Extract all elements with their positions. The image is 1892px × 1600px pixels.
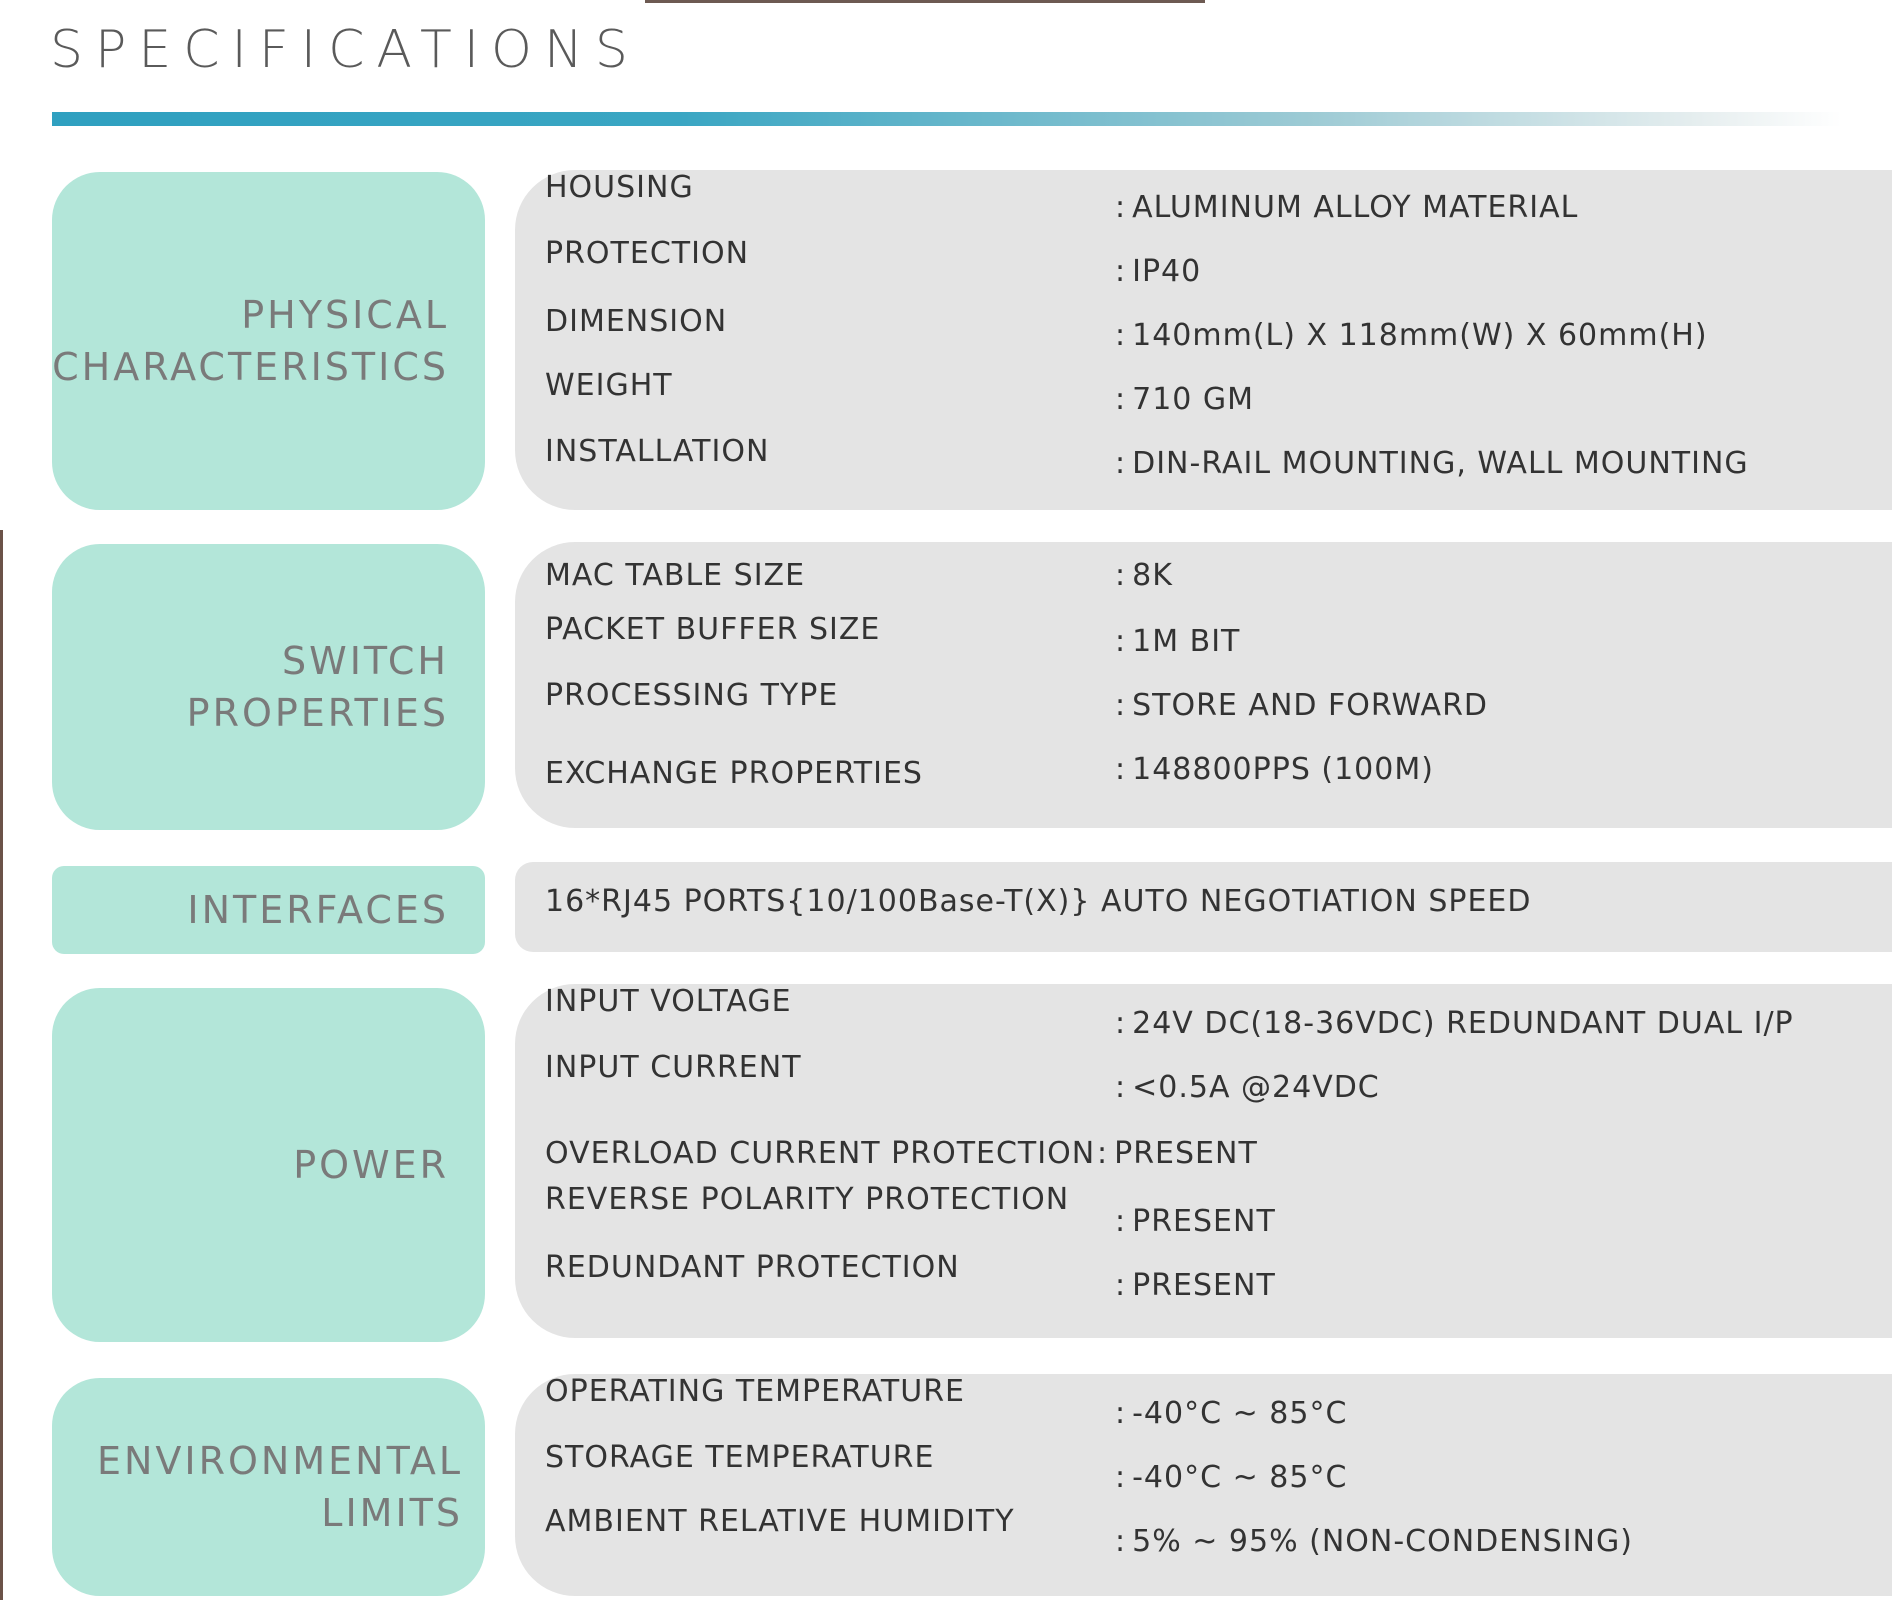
section-body-interfaces (515, 862, 1892, 952)
spec-value-text: 8K (1132, 558, 1173, 593)
spec-property-dimension: DIMENSION (545, 304, 728, 339)
title-underline (52, 112, 1842, 126)
section-label-line: LIMITS (321, 1491, 463, 1535)
spec-value-operating-temperature: : -40°C ~ 85°C (1115, 1396, 1348, 1431)
spec-property-protection: PROTECTION (545, 236, 750, 271)
section-body-environmental-limits (515, 1374, 1892, 1596)
section-label-line: ENVIRONMENTAL (96, 1439, 463, 1483)
spec-value-packet-buffer-size: : 1M BIT (1115, 624, 1241, 659)
spec-property-processing-type: PROCESSING TYPE (545, 678, 839, 713)
spec-value-text: ALUMINUM ALLOY MATERIAL (1132, 190, 1579, 225)
section-label-interfaces (52, 866, 485, 954)
spec-value-text: 140mm(L) X 118mm(W) X 60mm(H) (1132, 318, 1708, 353)
spec-value-text: 24V DC(18-36VDC) REDUNDANT DUAL I/P (1132, 1006, 1794, 1041)
spec-value-dimension: : 140mm(L) X 118mm(W) X 60mm(H) (1115, 318, 1708, 353)
spec-value-text: -40°C ~ 85°C (1132, 1396, 1348, 1431)
section-label-physical-characteristics (52, 172, 485, 510)
section-label-line: SWITCH (282, 639, 449, 683)
section-label-line: PROPERTIES (186, 691, 449, 735)
spec-value-text: PRESENT (1132, 1268, 1276, 1303)
spec-property-overload-current-protection: OVERLOAD CURRENT PROTECTION (545, 1136, 1096, 1171)
section-body-switch-properties (515, 542, 1892, 828)
spec-value-reverse-polarity-protection: : PRESENT (1115, 1204, 1276, 1239)
section-body-physical-characteristics (515, 170, 1892, 510)
spec-property-input-voltage: INPUT VOLTAGE (545, 984, 792, 1019)
spec-value-input-voltage: : 24V DC(18-36VDC) REDUNDANT DUAL I/P (1115, 1006, 1794, 1041)
section-label-line: POWER (293, 1143, 449, 1187)
spec-value-text: -40°C ~ 85°C (1132, 1460, 1348, 1495)
spec-property-redundant-protection: REDUNDANT PROTECTION (545, 1250, 960, 1285)
spec-value-storage-temperature: : -40°C ~ 85°C (1115, 1460, 1348, 1495)
spec-value-overload-current-protection: : PRESENT (1097, 1136, 1258, 1171)
spec-value-exchange-properties: : 148800PPS (100M) (1115, 752, 1434, 787)
left-edge-line (0, 530, 3, 1600)
spec-value-text: 1M BIT (1132, 624, 1241, 659)
spec-property-housing: HOUSING (545, 170, 694, 205)
spec-value-text: PRESENT (1114, 1136, 1258, 1171)
spec-property-weight: WEIGHT (545, 368, 673, 403)
section-label-environmental-limits (52, 1378, 485, 1596)
section-label-power (52, 988, 485, 1342)
spec-property-input-current: INPUT CURRENT (545, 1050, 802, 1085)
spec-property-installation: INSTALLATION (545, 434, 770, 469)
section-label-line: INTERFACES (187, 888, 449, 932)
section-label-line: CHARACTERISTICS (52, 345, 449, 389)
spec-property-mac-table-size: MAC TABLE SIZE (545, 558, 806, 593)
spec-value-processing-type: : STORE AND FORWARD (1115, 688, 1489, 723)
spec-value-mac-table-size: : 8K (1115, 558, 1173, 593)
spec-property-packet-buffer-size: PACKET BUFFER SIZE (545, 612, 881, 647)
spec-property-storage-temperature: STORAGE TEMPERATURE (545, 1440, 935, 1475)
spec-interfaces-text: 16*RJ45 PORTS{10/100Base-T(X)} AUTO NEGOTIATION SPEED (545, 884, 1532, 919)
spec-value-text: <0.5A @24VDC (1132, 1070, 1380, 1105)
spec-value-text: 5% ~ 95% (NON-CONDENSING) (1132, 1524, 1633, 1559)
spec-property-exchange-properties: EXCHANGE PROPERTIES (545, 756, 923, 791)
top-decorative-line (645, 0, 1205, 3)
spec-value-text: PRESENT (1132, 1204, 1276, 1239)
section-label-line: PHYSICAL (241, 293, 449, 337)
spec-value-protection: : IP40 (1115, 254, 1202, 289)
spec-property-ambient-relative-humidity: AMBIENT RELATIVE HUMIDITY (545, 1504, 1015, 1539)
spec-value-text: IP40 (1132, 254, 1202, 289)
spec-value-text: 710 GM (1132, 382, 1255, 417)
spec-value-text: DIN-RAIL MOUNTING, WALL MOUNTING (1132, 446, 1749, 481)
spec-value-weight: : 710 GM (1115, 382, 1255, 417)
spec-value-redundant-protection: : PRESENT (1115, 1268, 1276, 1303)
spec-property-reverse-polarity-protection: REVERSE POLARITY PROTECTION (545, 1182, 1070, 1217)
spec-property-operating-temperature: OPERATING TEMPERATURE (545, 1374, 965, 1409)
spec-value-text: 148800PPS (100M) (1132, 752, 1434, 787)
section-body-power (515, 984, 1892, 1338)
section-label-switch-properties (52, 544, 485, 830)
spec-value-installation: : DIN-RAIL MOUNTING, WALL MOUNTING (1115, 446, 1749, 481)
page-title: SPECIFICATIONS (50, 20, 640, 80)
spec-value-input-current: : <0.5A @24VDC (1115, 1070, 1380, 1105)
spec-value-text: STORE AND FORWARD (1132, 688, 1489, 723)
spec-value-housing: : ALUMINUM ALLOY MATERIAL (1115, 190, 1579, 225)
spec-value-ambient-relative-humidity: : 5% ~ 95% (NON-CONDENSING) (1115, 1524, 1633, 1559)
